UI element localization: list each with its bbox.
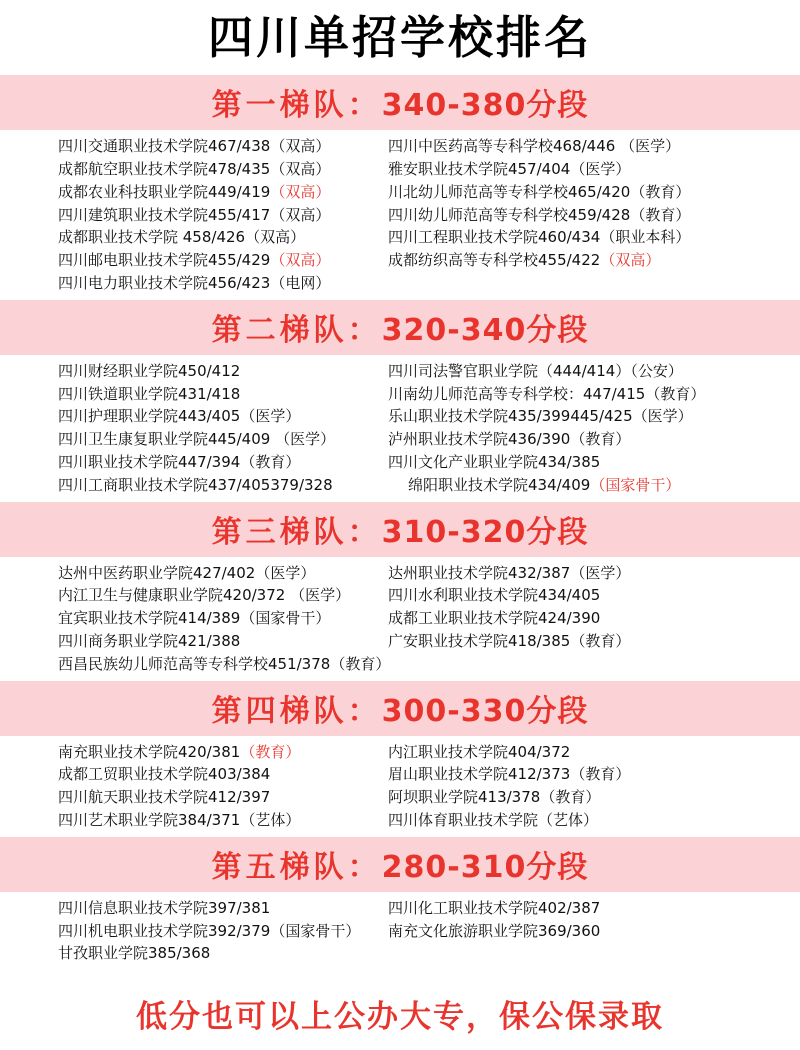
school-entry: 四川中医药高等专科学校468/446 （医学） [388, 137, 681, 156]
tier-rows [0, 738, 800, 834]
school-entry: 泸州职业技术学院436/390（教育） [388, 430, 631, 449]
highlight-tag: （教育） [240, 742, 301, 761]
school-entry: 乐山职业技术学院435/399445/425（医学） [388, 407, 693, 426]
school-entry: 甘孜职业学院385/368 [58, 944, 211, 963]
tier-rows [0, 357, 800, 499]
tier-score-range: 320-340分段 [381, 312, 589, 348]
school-entry: 四川水利职业技术学院434/405 [388, 586, 601, 605]
school-entry: 达州中医药职业学院427/402（医学） [58, 563, 316, 582]
school-entry: 四川文化产业职业学院434/385 [388, 453, 601, 472]
school-row [0, 405, 800, 428]
school-entry: 成都纺织高等专科学校455/422（双高） [388, 251, 661, 270]
school-entry: 成都农业科技职业学院449/419（双高） [58, 182, 331, 201]
tier-label: 第四梯队： [211, 693, 382, 729]
school-entry: 四川机电职业技术学院392/379（国家骨干） [58, 921, 361, 940]
school-entry: 南充职业技术学院420/381（教育） [58, 742, 301, 761]
school-entry: 四川工商职业技术学院437/405379/328 [58, 475, 333, 494]
school-entry: 成都工业职业技术学院424/390 [388, 609, 601, 628]
school-row [0, 226, 800, 249]
school-row [0, 630, 800, 653]
school-entry: 四川体育职业技术学院（艺体） [388, 810, 599, 829]
school-entry: 四川工程职业技术学院460/434（职业本科） [388, 228, 691, 247]
highlight-tag: （国家骨干） [590, 475, 681, 494]
school-entry: 四川护理职业学院443/405（医学） [58, 407, 301, 426]
school-row [0, 474, 800, 497]
page-title: 四川单招学校排名 [207, 11, 592, 64]
school-row [0, 741, 800, 764]
tier-label: 第一梯队： [211, 88, 382, 124]
tier-score-range: 300-330分段 [381, 693, 589, 729]
school-row [0, 272, 800, 295]
school-entry [380, 942, 800, 965]
tier-header-text [0, 686, 800, 730]
school-row [0, 158, 800, 181]
tier-header [0, 75, 800, 130]
school-entry: 四川司法警官职业学院（444/414）（公安） [388, 361, 683, 380]
school-row [0, 653, 800, 676]
school-row [0, 360, 800, 383]
school-entry: 内江职业技术学院404/372 [388, 742, 571, 761]
school-row [0, 786, 800, 809]
school-row [0, 135, 800, 158]
school-entry: 绵阳职业技术学院434/409（国家骨干） [408, 475, 681, 494]
school-entry: 四川商务职业学院421/388 [58, 632, 241, 650]
highlight-tag: （双高） [600, 251, 661, 270]
school-entry: 四川铁道职业学院431/418 [58, 384, 241, 403]
school-entry: 眉山职业技术学院412/373（教育） [388, 765, 631, 784]
tier-header [0, 837, 800, 892]
tier-header-text [0, 507, 800, 551]
school-entry: 成都职业技术学院 458/426（双高） [58, 228, 306, 247]
school-entry: 四川职业技术学院447/394（教育） [58, 453, 301, 472]
school-entry: 四川财经职业学院450/412 [58, 361, 241, 380]
tier-score-range: 280-310分段 [381, 849, 589, 885]
tier-label: 第五梯队： [211, 849, 382, 885]
tier-rows [0, 132, 800, 297]
tier-list [0, 72, 800, 967]
school-row [0, 428, 800, 451]
school-row [0, 763, 800, 786]
school-row [0, 584, 800, 607]
school-entry: 四川电力职业技术学院456/423（电网） [58, 274, 331, 293]
school-entry: 成都航空职业技术学院478/435（双高） [58, 160, 331, 179]
school-entry: 四川艺术职业学院384/371（艺体） [58, 810, 301, 829]
school-entry: 广安职业技术学院418/385（教育） [388, 632, 631, 650]
school-entry: 达州职业技术学院432/387（医学） [388, 563, 631, 582]
tier-header [0, 502, 800, 557]
school-entry [380, 272, 800, 295]
tier-label: 第三梯队： [211, 514, 382, 550]
school-row [0, 451, 800, 474]
tier-rows [0, 894, 800, 967]
school-row [0, 249, 800, 272]
school-row [0, 942, 800, 965]
school-entry: 四川化工职业技术学院402/387 [388, 898, 601, 917]
school-entry: 西昌民族幼儿师范高等专科学校451/378（教育） [58, 654, 391, 673]
school-entry: 雅安职业技术学院457/404（医学） [388, 160, 631, 179]
tier-header [0, 681, 800, 736]
school-entry: 四川邮电职业技术学院455/429（双高） [58, 251, 331, 270]
school-row [0, 809, 800, 832]
highlight-tag: （双高） [270, 182, 331, 201]
tier-header-text [0, 842, 800, 886]
school-row [0, 204, 800, 227]
school-entry: 内江卫生与健康职业学院420/372 （医学） [58, 586, 351, 605]
school-entry: 成都工贸职业技术学院403/384 [58, 765, 271, 784]
school-row [0, 383, 800, 406]
school-entry: 川南幼儿师范高等专科学校：447/415（教育） [388, 384, 706, 403]
school-entry: 四川信息职业技术学院397/381 [58, 898, 271, 917]
school-entry: 宜宾职业技术学院414/389（国家骨干） [58, 609, 331, 628]
school-row [0, 562, 800, 585]
school-row [0, 897, 800, 920]
school-entry: 四川航天职业技术学院412/397 [58, 788, 271, 807]
tier-header [0, 300, 800, 355]
tier-rows [0, 559, 800, 678]
footer-slogan: 低分也可以上公办大专，保公保录取 [136, 999, 664, 1035]
tier-header-text [0, 80, 800, 124]
highlight-tag: （双高） [270, 251, 331, 270]
tier-score-range: 340-380分段 [381, 88, 589, 124]
school-row [0, 181, 800, 204]
school-entry: 四川幼儿师范高等专科学校459/428（教育） [388, 205, 691, 224]
tier-label: 第二梯队： [211, 312, 382, 348]
school-entry: 川北幼儿师范高等专科学校465/420（教育） [388, 182, 691, 201]
school-entry: 四川交通职业技术学院467/438（双高） [58, 137, 331, 156]
tier-score-range: 310-320分段 [381, 514, 589, 550]
school-row [0, 920, 800, 943]
school-entry: 四川建筑职业技术学院455/417（双高） [58, 205, 331, 224]
school-row [0, 607, 800, 630]
school-entry: 南充文化旅游职业学院369/360 [388, 921, 601, 940]
tier-header-text [0, 305, 800, 349]
school-entry: 四川卫生康复职业学院445/409 （医学） [58, 430, 336, 449]
school-entry: 阿坝职业学院413/378（教育） [388, 788, 601, 807]
